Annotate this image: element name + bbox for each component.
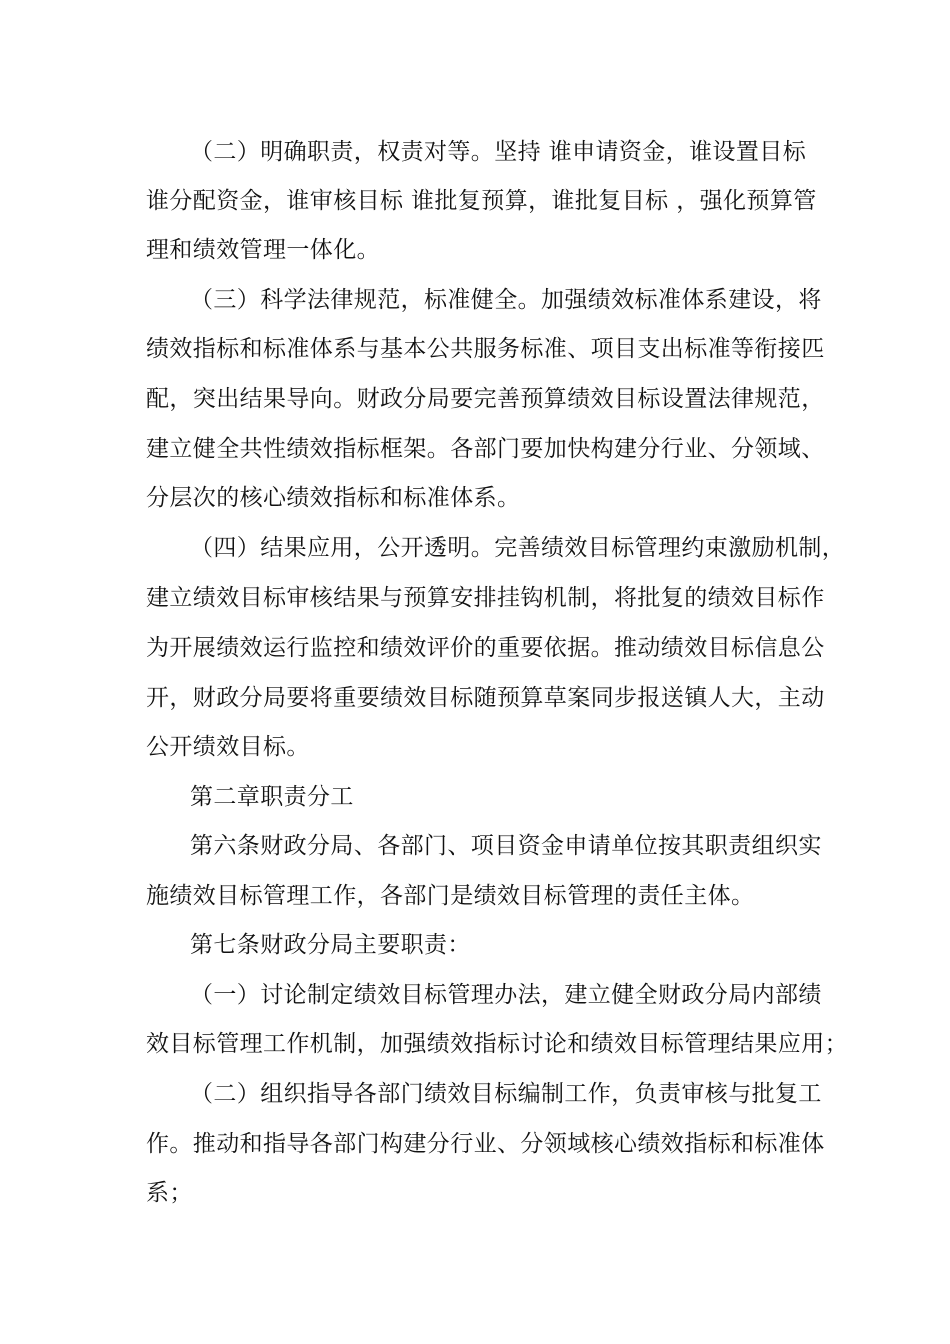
paragraph-line: 配，突出结果导向。财政分局要完善预算绩效目标设置法律规范， bbox=[146, 386, 825, 412]
paragraph-line: （二）组织指导各部门绩效目标编制工作，负责审核与批复工 bbox=[190, 1081, 822, 1107]
paragraph-line: 绩效指标和标准体系与基本公共服务标准、项目支出标准等衔接匹 bbox=[146, 336, 825, 362]
paragraph-line: （二）明确职责，权责对等。坚持 谁申请资金，谁设置目标 bbox=[190, 139, 807, 165]
paragraph-line: 谁分配资金，谁审核目标 谁批复预算，谁批复目标 ，强化预算管 bbox=[146, 188, 817, 214]
paragraph-line: 理和绩效管理一体化。 bbox=[146, 237, 380, 263]
paragraph-line: （一）讨论制定绩效目标管理办法，建立健全财政分局内部绩 bbox=[190, 982, 822, 1008]
paragraph-line: 建立绩效目标审核结果与预算安排挂钩机制，将批复的绩效目标作 bbox=[146, 585, 825, 611]
paragraph-line: 为开展绩效运行监控和绩效评价的重要依据。推动绩效目标信息公 bbox=[146, 635, 825, 661]
paragraph-line: 分层次的核心绩效指标和标准体系。 bbox=[146, 485, 521, 511]
chapter-heading: 第二章职责分工 bbox=[190, 784, 354, 810]
paragraph-line: （四）结果应用，公开透明。完善绩效目标管理约束激励机制， bbox=[190, 535, 846, 561]
paragraph-line: 第七条财政分局主要职责： bbox=[190, 932, 471, 958]
paragraph-line: （三）科学法律规范，标准健全。加强绩效标准体系建设，将 bbox=[190, 287, 822, 313]
paragraph-line: 建立健全共性绩效指标框架。各部门要加快构建分行业、分领域、 bbox=[146, 436, 825, 462]
paragraph-line: 开，财政分局要将重要绩效目标随预算草案同步报送镇人大，主动 bbox=[146, 685, 825, 711]
paragraph-line: 公开绩效目标。 bbox=[146, 734, 310, 760]
paragraph-line: 效目标管理工作机制，加强绩效指标讨论和绩效目标管理结果应用； bbox=[146, 1031, 848, 1057]
paragraph-line: 第六条财政分局、各部门、项目资金申请单位按其职责组织实 bbox=[190, 833, 822, 859]
paragraph-line: 施绩效目标管理工作，各部门是绩效目标管理的责任主体。 bbox=[146, 883, 755, 909]
paragraph-line: 作。推动和指导各部门构建分行业、分领域核心绩效指标和标准体 bbox=[146, 1131, 825, 1157]
paragraph-line: 系； bbox=[146, 1180, 193, 1206]
